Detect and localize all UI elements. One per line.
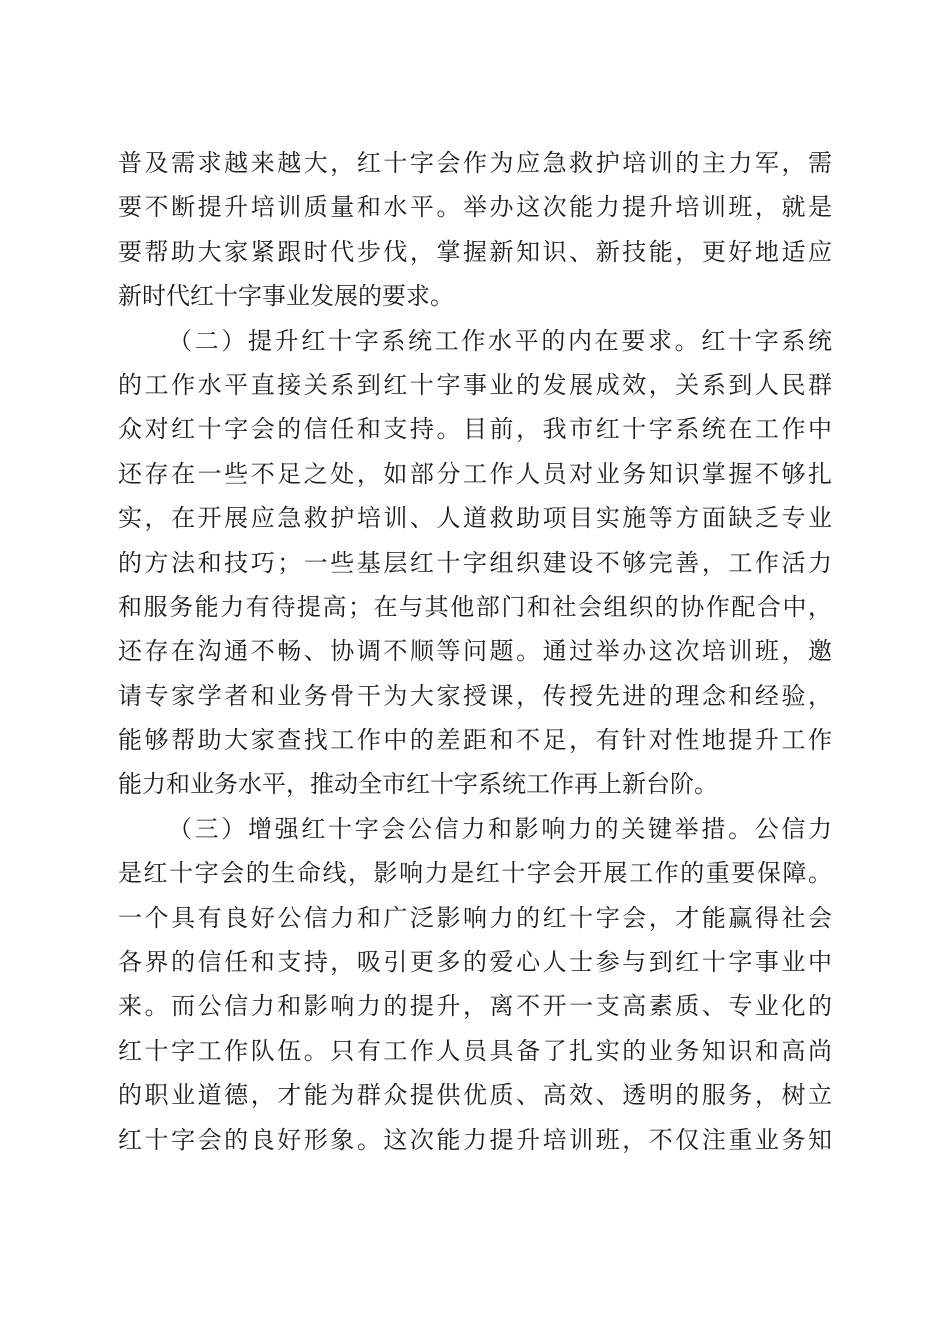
paragraph-section-three [118,807,832,1162]
text-line: 还存在沟通不畅、协调不顺等问题。通过举办这次培训班，邀 [118,637,832,666]
text-line: 新时代红十字事业发展的要求。 [118,282,454,311]
text-line: 红十字会的良好形象。这次能力提升培训班，不仅注重业务知 [118,1125,832,1154]
text-line: 的方法和技巧；一些基层红十字组织建设不够完善，工作活力 [118,548,832,577]
text-line: 的职业道德，才能为群众提供优质、高效、透明的服务，树立 [118,1081,832,1110]
text-line: 的工作水平直接关系到红十字事业的发展成效，关系到人民群 [118,370,832,399]
text-line: 要帮助大家紧跟时代步伐，掌握新知识、新技能，更好地适应 [118,237,832,266]
section-heading-line: （三）增强红十字会公信力和影响力的关键举措。公信力 [168,814,832,843]
text-line: 请专家学者和业务骨干为大家授课，传授先进的理念和经验， [118,681,832,710]
section-heading-line: （二）提升红十字系统工作水平的内在要求。红十字系统 [168,326,832,355]
text-line: 一个具有良好公信力和广泛影响力的红十字会，才能赢得社会 [118,903,832,932]
text-line: 来。而公信力和影响力的提升，离不开一支高素质、专业化的 [118,992,832,1021]
body-text [118,141,832,1162]
text-line: 能够帮助大家查找工作中的差距和不足，有针对性地提升工作 [118,726,832,755]
text-line: 是红十字会的生命线，影响力是红十字会开展工作的重要保障。 [118,859,832,888]
text-line: 红十字工作队伍。只有工作人员具备了扎实的业务知识和高尚 [118,1036,832,1065]
text-line: 众对红十字会的信任和支持。目前，我市红十字系统在工作中 [118,415,832,444]
text-line: 实，在开展应急救护培训、人道救助项目实施等方面缺乏专业 [118,504,832,533]
text-line: 和服务能力有待提高；在与其他部门和社会组织的协作配合中， [118,592,832,621]
text-line: 普及需求越来越大，红十字会作为应急救护培训的主力军，需 [118,149,832,177]
paragraph-continuation [118,141,832,319]
text-line: 还存在一些不足之处，如部分工作人员对业务知识掌握不够扎 [118,459,832,488]
text-line: 能力和业务水平，推动全市红十字系统工作再上新台阶。 [118,770,718,799]
text-line: 各界的信任和支持，吸引更多的爱心人士参与到红十字事业中 [118,948,832,977]
paragraph-section-two [118,319,832,807]
text-line: 要不断提升培训质量和水平。举办这次能力提升培训班，就是 [118,193,832,222]
